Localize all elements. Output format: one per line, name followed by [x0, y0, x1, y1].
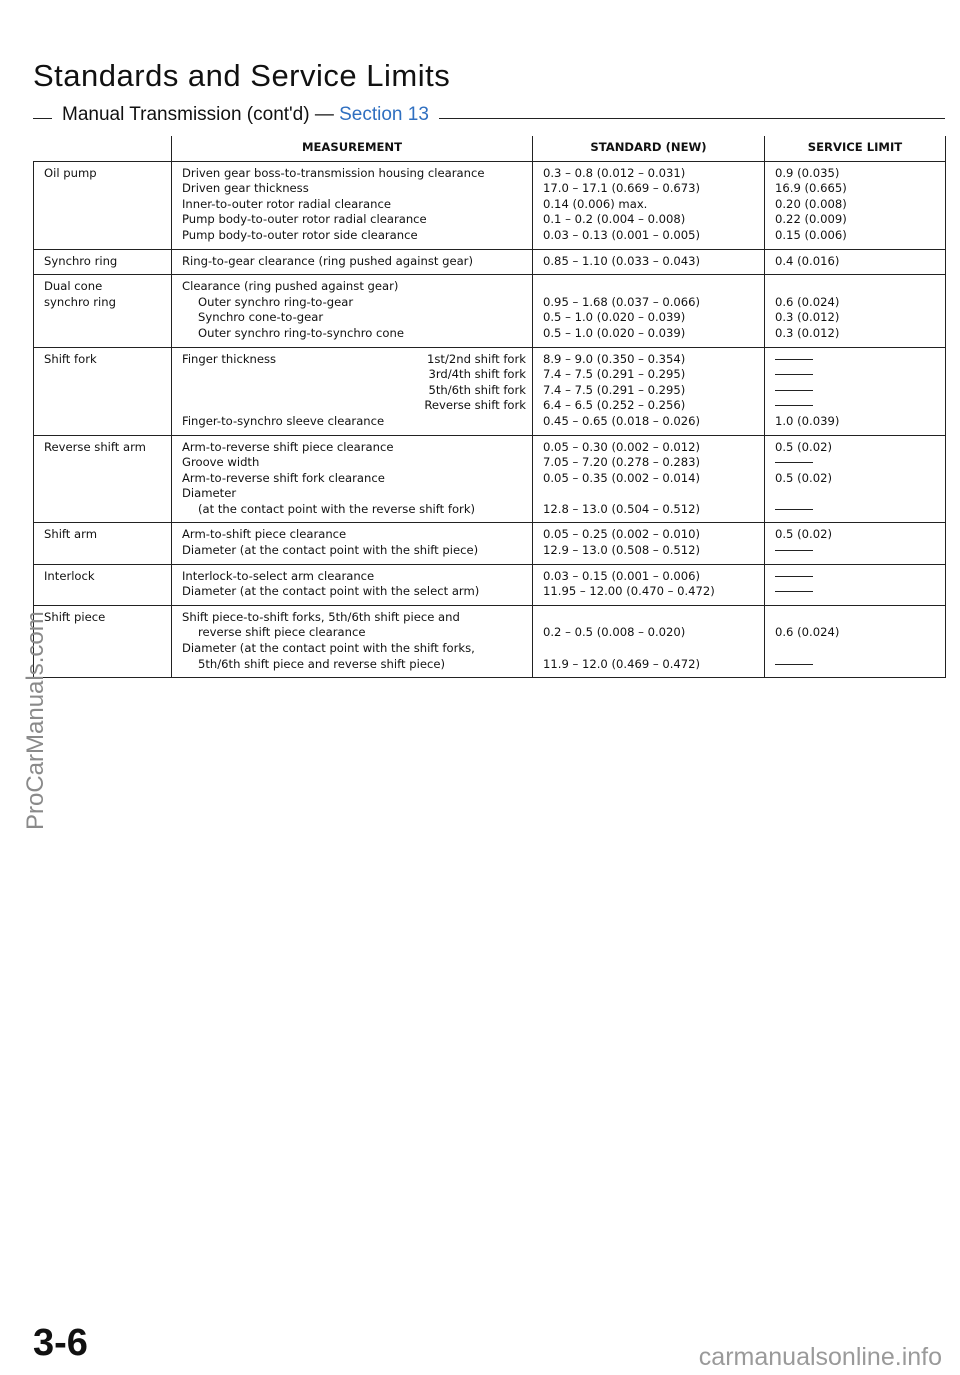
part-name: Shift arm	[44, 527, 97, 542]
standard-value: 17.0 – 17.1 (0.669 – 0.673)	[543, 181, 701, 196]
standard-cell	[533, 347, 765, 435]
page-title: Standards and Service Limits	[33, 58, 451, 93]
limit-cell	[765, 249, 946, 275]
header-standard: STANDARD (NEW)	[533, 136, 765, 161]
standard-value: 0.2 – 0.5 (0.008 – 0.020)	[543, 625, 686, 640]
standard-cell	[533, 435, 765, 523]
standard-cell	[533, 161, 765, 249]
standard-value: 0.05 – 0.25 (0.002 – 0.010)	[543, 527, 701, 542]
part-name: Shift piece	[44, 609, 106, 624]
page-number: 3-6	[33, 1322, 88, 1364]
measurement-cell	[172, 605, 533, 677]
standard-value: 0.1 – 0.2 (0.004 – 0.008)	[543, 212, 686, 227]
no-limit-dash	[775, 455, 939, 471]
standard-value: 11.95 – 12.00 (0.470 – 0.472)	[543, 584, 715, 599]
no-limit-dash	[775, 569, 939, 585]
standard-value: 7.4 – 7.5 (0.291 – 0.295)	[543, 367, 686, 382]
section-subtitle: Manual Transmission (cont'd) —	[62, 104, 334, 125]
section-link[interactable]: Section 13	[339, 104, 429, 125]
limit-value	[775, 641, 939, 657]
standard-value: 7.4 – 7.5 (0.291 – 0.295)	[543, 382, 686, 397]
measurement-cell	[172, 249, 533, 275]
measurement-line: Pump body-to-outer rotor side clearance	[182, 227, 418, 242]
no-limit-dash	[775, 584, 939, 600]
standard-value: 0.85 – 1.10 (0.033 – 0.043)	[543, 253, 701, 268]
measurement-line: Finger thickness	[182, 351, 277, 366]
standard-value: 0.3 – 0.8 (0.012 – 0.031)	[543, 165, 686, 180]
part-name: Dual cone	[44, 279, 103, 294]
table-row	[34, 275, 946, 347]
limit-cell	[765, 605, 946, 677]
standard-cell	[533, 564, 765, 605]
measurement-cell	[172, 564, 533, 605]
standard-value	[543, 486, 758, 502]
measurement-line: reverse shift piece clearance	[198, 625, 366, 640]
measurement-line: Ring-to-gear clearance (ring pushed against gear)	[182, 253, 473, 268]
finger-thickness-block	[182, 352, 526, 414]
measurement-line: Driven gear thickness	[182, 181, 309, 196]
no-limit-dash	[775, 398, 939, 414]
measurement-line: Finger-to-synchro sleeve clearance	[182, 413, 385, 428]
standard-value: 0.14 (0.006) max.	[543, 196, 648, 211]
measurement-line: Driven gear boss-to-transmission housing clearance	[182, 165, 485, 180]
standard-value: 0.05 – 0.35 (0.002 – 0.014)	[543, 470, 701, 485]
standard-value: 0.03 – 0.13 (0.001 – 0.005)	[543, 227, 701, 242]
measurement-line: Shift piece-to-shift forks, 5th/6th shift piece and	[182, 609, 460, 624]
standard-cell	[533, 523, 765, 564]
limit-value: 0.5 (0.02)	[775, 470, 832, 485]
measurement-line: (at the contact point with the reverse shift fork)	[198, 501, 476, 516]
measurement-line: Outer synchro ring-to-gear	[198, 294, 354, 309]
limit-value: 0.9 (0.035)	[775, 165, 840, 180]
limit-value: 16.9 (0.665)	[775, 181, 847, 196]
limit-value: 0.5 (0.02)	[775, 527, 832, 542]
measurement-cell	[172, 275, 533, 347]
no-limit-dash	[775, 543, 939, 559]
measurement-line: Arm-to-shift piece clearance	[182, 527, 347, 542]
fork-label: 1st/2nd shift fork	[426, 351, 526, 366]
table-row	[34, 249, 946, 275]
measurement-line: Pump body-to-outer rotor radial clearance	[182, 212, 427, 227]
standard-value	[543, 279, 758, 295]
table-row	[34, 161, 946, 249]
measurement-cell	[172, 435, 533, 523]
standard-value: 0.45 – 0.65 (0.018 – 0.026)	[543, 413, 701, 428]
table-row	[34, 564, 946, 605]
limit-value: 0.15 (0.006)	[775, 227, 847, 242]
limit-value: 0.6 (0.024)	[775, 625, 840, 640]
table-row	[34, 435, 946, 523]
part-name: Reverse shift arm	[44, 439, 146, 454]
limit-cell	[765, 523, 946, 564]
standard-value	[543, 641, 758, 657]
no-limit-dash	[775, 502, 939, 518]
part-cell	[34, 564, 172, 605]
part-cell	[34, 435, 172, 523]
limit-value: 1.0 (0.039)	[775, 413, 840, 428]
limit-value: 0.3 (0.012)	[775, 310, 840, 325]
table-row	[34, 605, 946, 677]
standard-cell	[533, 275, 765, 347]
fork-label: 5th/6th shift fork	[428, 382, 526, 397]
header-service-limit: SERVICE LIMIT	[765, 136, 946, 161]
standard-value: 0.95 – 1.68 (0.037 – 0.066)	[543, 294, 701, 309]
spec-table	[33, 136, 946, 678]
standard-value	[543, 610, 758, 626]
measurement-line: Diameter	[182, 486, 237, 501]
standard-value: 0.05 – 0.30 (0.002 – 0.012)	[543, 439, 701, 454]
standard-value: 12.8 – 13.0 (0.504 – 0.512)	[543, 501, 701, 516]
measurement-line: Interlock-to-select arm clearance	[182, 568, 375, 583]
no-limit-dash	[775, 352, 939, 368]
section-heading	[52, 104, 439, 126]
measurement-line: Diameter (at the contact point with the shift forks,	[182, 641, 475, 656]
table-row	[34, 347, 946, 435]
no-limit-dash	[775, 657, 939, 673]
part-name: Synchro ring	[44, 253, 118, 268]
header-part	[34, 136, 172, 161]
measurement-line: Outer synchro ring-to-synchro cone	[198, 325, 404, 340]
measurement-line: Groove width	[182, 455, 260, 470]
header-measurement: MEASUREMENT	[172, 136, 533, 161]
part-cell	[34, 161, 172, 249]
standard-value: 8.9 – 9.0 (0.350 – 0.354)	[543, 351, 686, 366]
part-cell	[34, 523, 172, 564]
standard-value: 0.03 – 0.15 (0.001 – 0.006)	[543, 568, 701, 583]
limit-value	[775, 610, 939, 626]
measurement-line: 5th/6th shift piece and reverse shift piece)	[198, 656, 445, 671]
standard-value: 11.9 – 12.0 (0.469 – 0.472)	[543, 656, 701, 671]
measurement-line: Arm-to-reverse shift piece clearance	[182, 439, 394, 454]
standard-value: 6.4 – 6.5 (0.252 – 0.256)	[543, 398, 686, 413]
limit-value	[775, 486, 939, 502]
part-name: Oil pump	[44, 165, 97, 180]
measurement-line: Arm-to-reverse shift fork clearance	[182, 470, 385, 485]
limit-value: 0.22 (0.009)	[775, 212, 847, 227]
standard-value: 0.5 – 1.0 (0.020 – 0.039)	[543, 310, 686, 325]
standard-cell	[533, 605, 765, 677]
no-limit-dash	[775, 367, 939, 383]
part-cell	[34, 347, 172, 435]
standard-value: 7.05 – 7.20 (0.278 – 0.283)	[543, 455, 701, 470]
table-row	[34, 523, 946, 564]
watermark-text: ProCarManuals.com	[22, 611, 49, 830]
no-limit-dash	[775, 383, 939, 399]
standard-value: 0.5 – 1.0 (0.020 – 0.039)	[543, 325, 686, 340]
part-cell	[34, 605, 172, 677]
part-cell	[34, 275, 172, 347]
standard-cell	[533, 249, 765, 275]
fork-label: 3rd/4th shift fork	[428, 367, 526, 382]
measurement-line: Synchro cone-to-gear	[198, 310, 324, 325]
footer-site-text: carmanualsonline.info	[698, 1343, 942, 1371]
limit-value: 0.20 (0.008)	[775, 196, 847, 211]
limit-cell	[765, 564, 946, 605]
limit-value: 0.4 (0.016)	[775, 253, 840, 268]
part-cell	[34, 249, 172, 275]
limit-value: 0.6 (0.024)	[775, 294, 840, 309]
limit-cell	[765, 161, 946, 249]
limit-value: 0.5 (0.02)	[775, 439, 832, 454]
measurement-cell	[172, 523, 533, 564]
measurement-line: Clearance (ring pushed against gear)	[182, 279, 399, 294]
limit-cell	[765, 347, 946, 435]
standard-value: 12.9 – 13.0 (0.508 – 0.512)	[543, 543, 701, 558]
limit-cell	[765, 435, 946, 523]
limit-value: 0.3 (0.012)	[775, 325, 840, 340]
part-name: Shift fork	[44, 351, 97, 366]
table-header-row	[34, 136, 946, 161]
measurement-line: Inner-to-outer rotor radial clearance	[182, 196, 391, 211]
measurement-line: Diameter (at the contact point with the select arm)	[182, 584, 480, 599]
measurement-cell	[172, 347, 533, 435]
fork-label: Reverse shift fork	[424, 398, 526, 413]
part-name: synchro ring	[44, 294, 116, 309]
measurement-line: Diameter (at the contact point with the shift piece)	[182, 543, 479, 558]
limit-value	[775, 279, 939, 295]
limit-cell	[765, 275, 946, 347]
part-name: Interlock	[44, 568, 95, 583]
measurement-cell	[172, 161, 533, 249]
